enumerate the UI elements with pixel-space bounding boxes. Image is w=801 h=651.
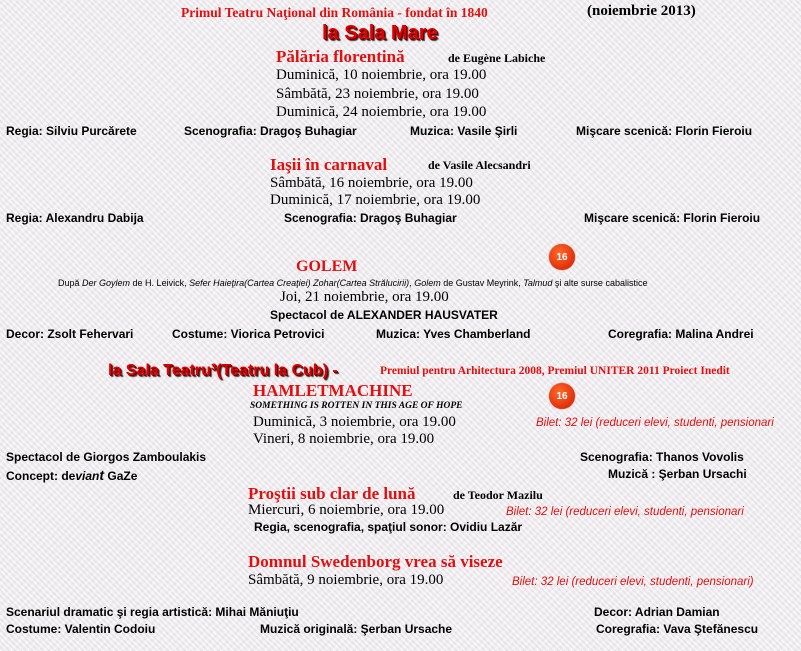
sala-teatru-awards: Premiul pentru Arhitectura 2008, Premiul UNITER 2011 Proiect Inedit	[380, 365, 730, 377]
ticket-price: Bilet: 32 lei (reduceri elevi, studenti, pensionari	[536, 417, 774, 429]
credit-decor: Decor: Adrian Damian	[594, 605, 720, 619]
ticket-price: Bilet: 32 lei (reduceri elevi, studenti, pensionari	[506, 506, 744, 518]
credit-regia: Regia: Silviu Purcărete	[6, 124, 137, 138]
credit-muzica: Muzică : Şerban Ursachi	[608, 467, 747, 481]
director-line: Spectacol de ALEXANDER HAUSVATER	[270, 308, 498, 322]
sala-mare-heading: la Sala Mare	[322, 22, 438, 44]
show-title-golem: GOLEM	[296, 258, 358, 275]
show-date: Duminică, 3 noiembrie, ora 19.00	[253, 414, 456, 430]
credit-coregrafia: Coregrafia: Malina Andrei	[608, 327, 754, 341]
show-title-swedenborg: Domnul Swedenborg vrea să viseze	[248, 552, 503, 571]
show-author-palaria: de Eugène Labiche	[448, 51, 546, 65]
show-title-hamlet: HAMLETMACHINE	[253, 381, 413, 400]
show-author-prostii: de Teodor Mazilu	[453, 488, 543, 502]
show-date: Vineri, 8 noiembrie, ora 19.00	[253, 431, 435, 447]
show-date: Miercuri, 6 noiembrie, ora 19.00	[248, 502, 445, 518]
show-date: Sâmbătă, 16 noiembrie, ora 19.00	[270, 175, 473, 191]
show-date: Joi, 21 noiembrie, ora 19.00	[280, 289, 449, 305]
credit-coregrafia: Coregrafia: Vava Ştefănescu	[596, 622, 759, 636]
credit-miscare: Mişcare scenică: Florin Fieroiu	[576, 124, 753, 138]
theatre-header	[181, 5, 488, 21]
theatre-name: Primul Teatru Naţional din România - fondat în 1840	[181, 5, 488, 20]
credit-regia: Regia, scenografia, spaţiul sonor: Ovidiu Lazăr	[254, 520, 523, 534]
show-date: Sâmbătă, 23 noiembrie, ora 19.00	[276, 86, 479, 102]
credit-muzica: Muzică originală: Şerban Ursache	[260, 622, 453, 636]
sala-teatru-heading: la Sala Teatru³(Teatru la Cub) -	[108, 362, 338, 379]
credit-scenariul: Scenariul dramatic şi regia artistică: Mihai Măniuţiu	[6, 605, 299, 619]
show-date: Duminică, 10 noiembrie, ora 19.00	[276, 67, 487, 83]
credit-decor: Decor: Zsolt Fehervari	[6, 327, 134, 341]
ticket-price: Bilet: 32 lei (reduceri elevi, studenti, pensionari)	[512, 576, 754, 588]
credit-costume: Costume: Valentin Codoiu	[6, 622, 156, 636]
credit-muzica: Muzica: Yves Chamberland	[376, 327, 531, 341]
show-date: Sâmbătă, 9 noiembrie, ora 19.00	[248, 572, 444, 588]
age-badge-16: 16	[549, 383, 575, 409]
show-title-palaria: Pălăria florentină	[276, 47, 405, 66]
show-source-golem: După Der Goylem de H. Leivick, Sefer Haieţira(Cartea Creaţiei) Zohar(Cartea Strălucirii), Golem de Gustav Meyrink, Talmud şi alte surse cabalistice	[58, 278, 648, 288]
age-badge-16: 16	[549, 244, 575, 270]
show-subtitle-hamlet: SOMETHING IS ROTTEN IN THIS AGE OF HOPE	[250, 401, 463, 411]
credit-regia: Regia: Alexandru Dabija	[6, 211, 144, 225]
credit-muzica: Muzica: Vasile Şirli	[410, 124, 518, 138]
credit-concept: Concept: deviant GaZe	[6, 467, 138, 483]
month-label: (noiembrie 2013)	[587, 3, 696, 19]
show-title-prostii: Proştii sub clar de lună	[248, 484, 416, 503]
show-date: Duminică, 17 noiembrie, ora 19.00	[270, 192, 481, 208]
credit-scenografia: Scenografia: Dragoş Buhagiar	[184, 124, 357, 138]
credit-miscare: Mişcare scenică: Florin Fieroiu	[584, 211, 761, 225]
credit-scenografia: Scenografia: Dragoş Buhagiar	[284, 211, 457, 225]
credit-costume: Costume: Viorica Petrovici	[172, 327, 325, 341]
credit-scenografia: Scenografia: Thanos Vovolis	[580, 450, 744, 464]
credit-spectacol: Spectacol de Giorgos Zamboulakis	[6, 450, 207, 464]
show-author-iasii: de Vasile Alecsandri	[428, 158, 531, 172]
show-date: Duminică, 24 noiembrie, ora 19.00	[276, 104, 487, 120]
show-title-iasii: Iaşii în carnaval	[270, 155, 388, 174]
